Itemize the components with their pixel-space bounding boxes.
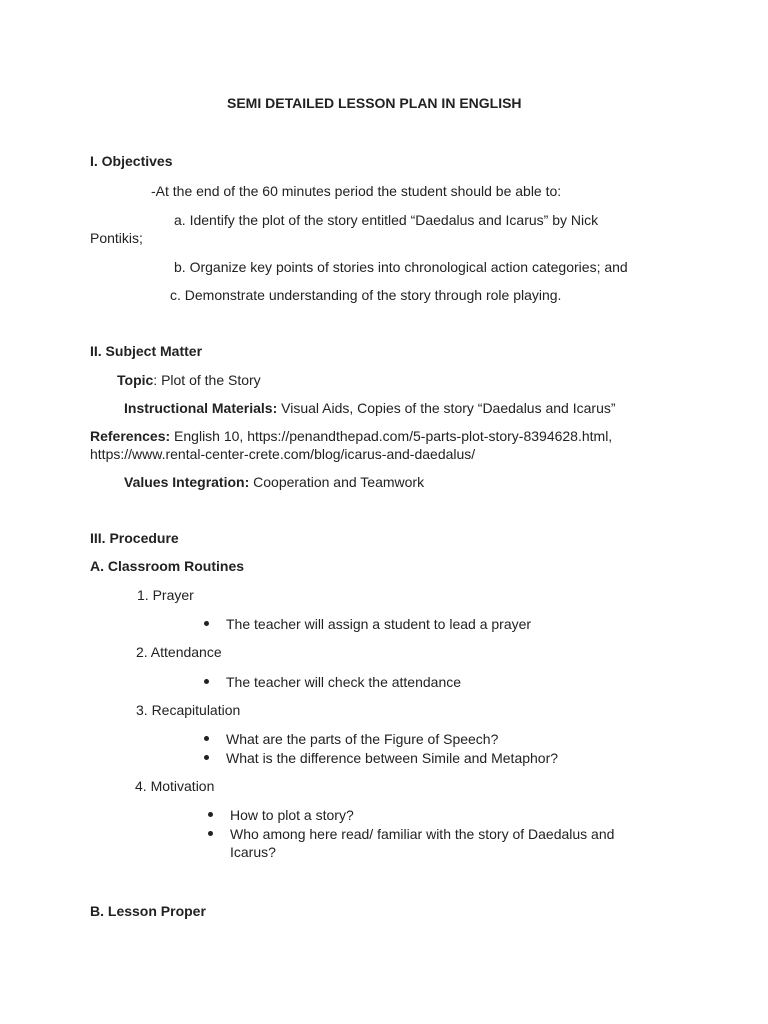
lesson-proper-heading: B. Lesson Proper	[90, 903, 206, 919]
topic-label: Topic	[117, 372, 154, 388]
list-item: What are the parts of the Figure of Speech?	[226, 731, 499, 747]
objectives-intro: -At the end of the 60 minutes period the student should be able to:	[151, 183, 562, 199]
objective-c: c. Demonstrate understanding of the story through role playing.	[170, 287, 562, 303]
materials-line	[124, 399, 616, 417]
routine-prayer: 1. Prayer	[137, 587, 194, 603]
bullet-icon	[204, 621, 209, 626]
objectives-heading: I. Objectives	[90, 153, 173, 169]
materials-value: Visual Aids, Copies of the story “Daedalus and Icarus”	[277, 400, 616, 416]
values-line	[124, 473, 424, 491]
bullet-icon	[204, 679, 209, 684]
values-value: Cooperation and Teamwork	[249, 474, 425, 490]
objective-a: a. Identify the plot of the story entitled “Daedalus and Icarus” by Nick	[174, 212, 599, 228]
list-item: The teacher will assign a student to lead a prayer	[226, 616, 532, 632]
classroom-routines-heading: A. Classroom Routines	[90, 558, 245, 574]
list-item: Who among here read/ familiar with the story of Daedalus and	[230, 826, 615, 842]
materials-label: Instructional Materials:	[124, 400, 278, 416]
bullet-icon	[208, 831, 213, 836]
topic-value: : Plot of the Story	[153, 372, 261, 388]
procedure-heading: III. Procedure	[90, 530, 179, 546]
objective-b: b. Organize key points of stories into chronological action categories; and	[174, 259, 628, 275]
bullet-icon	[204, 736, 209, 741]
objective-a-continued: Pontikis;	[90, 230, 143, 246]
routine-recapitulation: 3. Recapitulation	[136, 702, 241, 718]
references-value: English 10, https://penandthepad.com/5-parts-plot-story-8394628.html,	[170, 428, 613, 444]
references-line	[90, 427, 612, 445]
list-item: What is the difference between Simile and Metaphor?	[226, 750, 559, 766]
bullet-icon	[204, 755, 209, 760]
references-line-2: https://www.rental-center-crete.com/blog/icarus-and-daedalus/	[90, 446, 476, 462]
topic-line	[117, 371, 261, 389]
values-label: Values Integration:	[124, 474, 250, 490]
list-item: How to plot a story?	[230, 807, 354, 823]
routine-attendance: 2. Attendance	[136, 644, 222, 660]
bullet-icon	[208, 812, 213, 817]
list-item-continued: Icarus?	[230, 844, 276, 860]
list-item: The teacher will check the attendance	[226, 674, 462, 690]
page-title: SEMI DETAILED LESSON PLAN IN ENGLISH	[227, 95, 522, 111]
routine-motivation: 4. Motivation	[135, 778, 215, 794]
references-label: References:	[90, 428, 171, 444]
subject-matter-heading: II. Subject Matter	[90, 343, 203, 359]
